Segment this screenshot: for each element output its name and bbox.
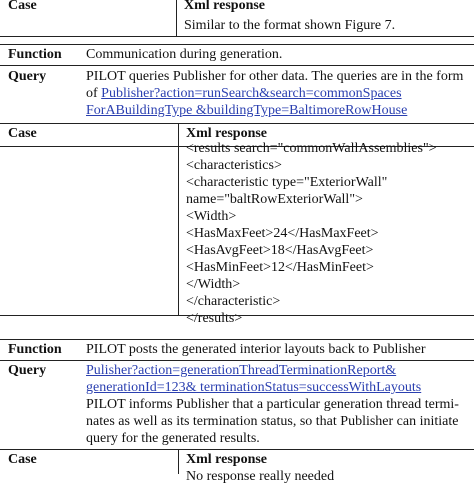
row-rule — [0, 65, 474, 66]
xml-line: <characteristic type="ExteriorWall" — [186, 175, 388, 190]
query-text: nates as well as its termination status, so that Publisher can initiate — [86, 414, 459, 429]
xml-line: </results> — [186, 311, 243, 326]
xml-response-label: Xml response — [186, 126, 268, 141]
xml-line: <HasAvgFeet>18</HasAvgFeet> — [186, 243, 374, 258]
row-rule — [0, 360, 474, 361]
table-top-rule — [0, 339, 474, 340]
query-link-continued[interactable]: generationId=123& terminationStatus=successWithLayouts — [86, 380, 422, 395]
query-label: Query — [8, 69, 47, 84]
xml-response-text: Similar to the format shown Figure 7. — [184, 18, 396, 33]
xml-response-label: Xml response — [184, 0, 266, 13]
table-bottom-rule — [0, 315, 474, 316]
query-text: PILOT informs Publisher that a particular generation thread termi- — [86, 397, 459, 412]
xml-line: name="baltRowExteriorWall"> — [186, 192, 363, 207]
row-rule — [0, 123, 474, 124]
row-rule — [0, 449, 474, 450]
xml-response-label: Xml response — [186, 452, 268, 467]
xml-line: <HasMinFeet>12</HasMinFeet> — [186, 260, 374, 275]
xml-line: <characteristics> — [186, 158, 282, 173]
xml-line: <HasMaxFeet>24</HasMaxFeet> — [186, 226, 379, 241]
table-top-rule — [0, 44, 474, 45]
xml-line: <Width> — [186, 209, 237, 224]
query-link-continued[interactable]: ForABuildingType &buildingType=BaltimoreRowHouse — [86, 103, 408, 118]
column-divider — [178, 449, 179, 474]
xml-line: <results search="commonWallAssemblies"> — [186, 141, 437, 156]
query-link[interactable]: Pulisher?action=generationThreadTerminationReport& — [86, 363, 397, 378]
xml-response-text: No response really needed — [186, 469, 335, 484]
case-label: Case — [8, 0, 37, 13]
case-label: Case — [8, 126, 37, 141]
table-bottom-rule — [0, 36, 474, 37]
function-label: Function — [8, 47, 62, 62]
function-label: Function — [8, 342, 62, 357]
xml-line: </Width> — [186, 277, 241, 292]
query-text: PILOT queries Publisher for other data. The queries are in the form — [86, 69, 464, 84]
query-label: Query — [8, 363, 47, 378]
xml-line: </characteristic> — [186, 294, 281, 309]
query-link-line — [86, 85, 402, 103]
column-divider — [178, 123, 179, 315]
case-label: Case — [8, 452, 37, 467]
function-text: Communication during generation. — [86, 47, 283, 62]
column-divider — [176, 0, 177, 36]
query-prefix: of — [86, 86, 102, 101]
function-text: PILOT posts the generated interior layouts back to Publisher — [86, 342, 426, 357]
query-text: query for the generated results. — [86, 431, 260, 446]
query-link[interactable]: Publisher?action=runSearch&search=commonSpaces — [101, 86, 402, 101]
